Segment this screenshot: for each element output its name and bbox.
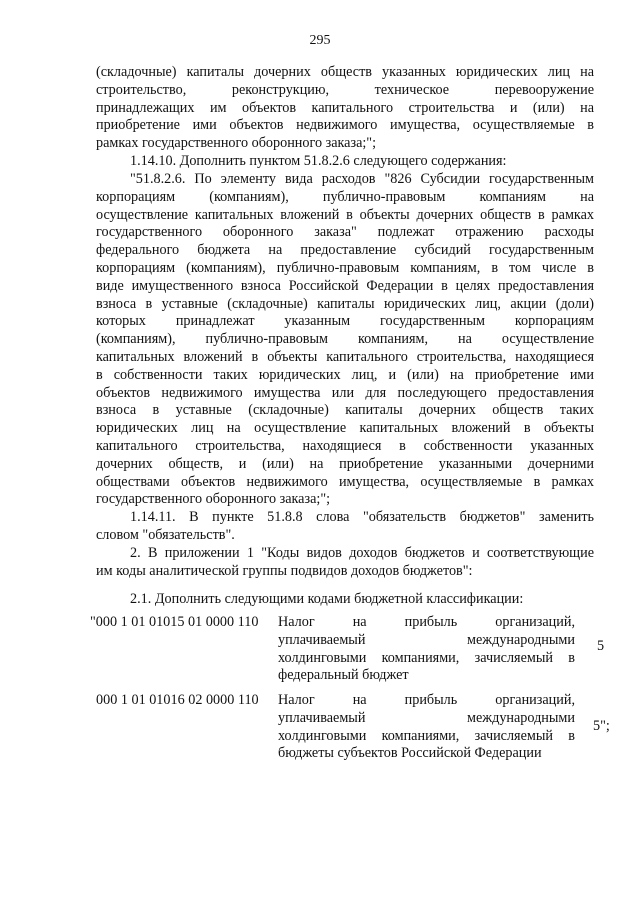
budget-code: "000 1 01 01015 01 0000 110 — [90, 614, 259, 630]
text-line: обществами объектов недвижимого имущества, осуществляемые в рамках — [96, 473, 594, 490]
item-2 — [96, 545, 594, 581]
text-line: федеральный бюджет — [278, 667, 409, 684]
analytic-group: 5"; — [593, 718, 610, 734]
text-line: государственного оборонного заказа;"; — [96, 491, 331, 508]
text-line: 2.1. Дополнить следующими кодами бюджетной классификации: — [130, 591, 524, 607]
text-line: капитальных вложений в объекты капитального строительства, находящиеся — [96, 348, 594, 365]
text-line: федерального бюджета на предоставление субсидий государственным — [96, 242, 594, 259]
text-line: бюджеты субъектов Российской Федерации — [278, 745, 542, 762]
code-row — [90, 614, 610, 686]
text-line: 2. В приложении 1 "Коды видов доходов бюджетов и соответствующие — [130, 545, 594, 561]
text-line: Налог на прибыль организаций, — [278, 692, 575, 708]
paragraph-continuation — [96, 64, 594, 171]
analytic-group: 5 — [597, 638, 605, 654]
text-line: дочерних обществ, и (или) на приобретение указанными дочерними — [96, 455, 594, 472]
text-line: государственного оборонного заказа" подлежат отражению расходы — [96, 224, 594, 241]
text-line: холдинговыми компаниями, зачисляемый в — [278, 649, 575, 666]
text-line: им коды аналитической группы подвидов доходов бюджетов": — [96, 562, 473, 579]
code-description — [278, 614, 575, 685]
text-line: уплачиваемый международными — [278, 709, 575, 726]
item-1-14-10: 1.14.10. Дополнить пунктом 51.8.2.6 следующего содержания: — [130, 152, 507, 169]
text-line: взноса в уставные (складочные) капиталы юридических лиц, акции (доли) — [96, 295, 594, 312]
budget-code: 000 1 01 01016 02 0000 110 — [96, 692, 259, 708]
item-1-14-11: 1.14.11. В пункте 51.8.8 слова "обязательств бюджетов" заменить — [130, 509, 594, 526]
text-line: которых принадлежат указанным государственным корпорациям — [96, 313, 594, 330]
text-line: взноса в уставные (складочные) капиталы дочерних обществ таких — [96, 402, 594, 419]
text-line: в собственности таких юридических лиц, и (или) на приобретение ими — [96, 366, 594, 383]
code-row — [96, 692, 616, 764]
text-line: принадлежащих им объектов капитального строительства и (или) на — [96, 99, 594, 116]
item-2-1 — [96, 591, 594, 609]
text-line: "51.8.2.6. По элементу вида расходов "826 Субсидии государственным — [130, 171, 594, 187]
text-line: (компаниям), публично-правовым компаниям, на осуществление — [96, 331, 594, 348]
text-line: корпорациям (компаниям), публично-правовым компаниям на — [96, 188, 594, 205]
text-line: (складочные) капиталы дочерних обществ указанных юридических лиц на — [96, 64, 594, 80]
text-line: виде имущественного взноса Российской Федерации в целях предоставления — [96, 277, 594, 294]
text-line: осуществление капитальных вложений в объекты дочерних обществ в рамках — [96, 206, 594, 223]
text-line: словом "обязательств". — [96, 526, 235, 543]
text-line: корпорациям (компаниям), публично-правовым компаниям, в том числе в — [96, 259, 594, 276]
text-line: юридических лиц на осуществление капитальных вложений в объекты — [96, 420, 594, 437]
text-line: уплачиваемый международными — [278, 631, 575, 648]
code-description — [278, 692, 575, 763]
text-line: капитального строительства, находящиеся в собственности указанных — [96, 437, 594, 454]
text-line: приобретение ими объектов недвижимого имущества, осуществляемые в — [96, 117, 594, 134]
text-line: холдинговыми компаниями, зачисляемый в — [278, 727, 575, 744]
page-number: 295 — [309, 33, 331, 48]
text-line: строительство, реконструкцию, техническое перевооружение — [96, 81, 594, 98]
text-line: Налог на прибыль организаций, — [278, 614, 575, 630]
text-line: рамках государственного оборонного заказа;"; — [96, 135, 377, 152]
text-line: объектов недвижимого имущества или для последующего предоставления — [96, 384, 594, 401]
paragraph-51-8-2-6 — [96, 171, 594, 545]
